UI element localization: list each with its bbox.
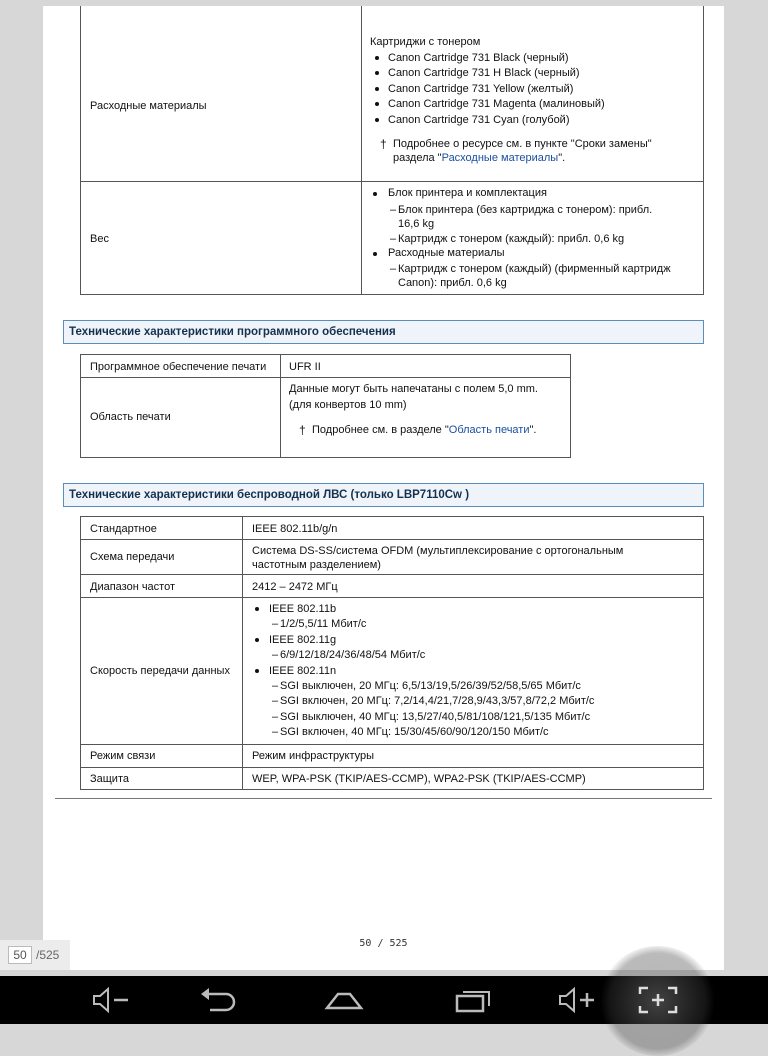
print-area-note: Подробнее см. в разделе "Область печати". (312, 424, 537, 436)
row-divider (80, 574, 704, 575)
bullet-icon (373, 252, 377, 256)
volume-up-icon[interactable] (556, 984, 600, 1016)
row-divider (80, 181, 704, 182)
page-number: 50 / 525 (359, 938, 408, 949)
weight-cartridge: Картридж с тонером (каждый): прибл. 0,6 kg (398, 233, 625, 245)
row-divider (80, 597, 704, 598)
list-item: Canon Cartridge 731 H Black (черный) (388, 67, 580, 79)
column-divider (280, 355, 281, 457)
standard-label: Стандартное (90, 523, 157, 535)
bullet-icon (255, 638, 259, 642)
screenshot-icon[interactable] (636, 984, 680, 1016)
weight-unit-line: Блок принтера (без картриджа с тонером): прибл. (398, 204, 653, 216)
consumables-link[interactable]: Расходные материалы (441, 152, 559, 164)
page-counter (0, 940, 70, 970)
column-divider (242, 517, 243, 789)
row-divider (80, 539, 704, 540)
dash-icon: – (390, 233, 397, 245)
volume-down-icon[interactable] (90, 984, 134, 1016)
dash-icon: – (272, 618, 279, 630)
print-area-label: Область печати (90, 411, 171, 423)
speed-n-value: SGI выключен, 40 МГц: 13,5/27/40,5/81/108/121,5/135 Мбит/с (280, 711, 591, 723)
cartridges-heading: Картриджи с тонером (370, 36, 481, 48)
list-item: Canon Cartridge 731 Black (черный) (388, 52, 569, 64)
current-page-input[interactable]: 50 (8, 946, 32, 964)
dagger-icon: † (380, 137, 387, 151)
weight-consumables-title: Расходные материалы (388, 247, 505, 259)
scheme-value-cont: частотным разделением) (252, 559, 381, 571)
row-divider (80, 744, 704, 745)
navigation-bar (0, 976, 768, 1024)
print-software-value: UFR II (289, 361, 321, 373)
print-area-link[interactable]: Область печати (448, 424, 530, 436)
mode-label: Режим связи (90, 750, 156, 762)
software-section-header (63, 320, 704, 344)
list-item: Canon Cartridge 731 Yellow (желтый) (388, 83, 574, 95)
dash-icon: – (272, 649, 279, 661)
column-divider (361, 6, 362, 294)
mode-value: Режим инфраструктуры (252, 750, 375, 762)
dagger-icon: † (299, 423, 306, 437)
row-divider (80, 767, 704, 768)
row-divider (80, 377, 571, 378)
bullet-icon (375, 56, 379, 60)
bullet-icon (375, 118, 379, 122)
speed-label: Скорость передачи данных (90, 665, 230, 677)
dash-icon: – (272, 680, 279, 692)
print-area-envelope: (для конвертов 10 mm) (289, 399, 407, 411)
dash-icon: – (390, 204, 397, 216)
consumables-note: Подробнее о ресурсе см. в пункте "Сроки замены" (393, 138, 652, 150)
freq-value: 2412 – 2472 МГц (252, 581, 338, 593)
dash-icon: – (272, 726, 279, 738)
speed-n-value: SGI включен, 20 МГц: 7,2/14,4/21,7/28,9/43,3/57,8/72,2 Мбит/с (280, 695, 595, 707)
bullet-icon (375, 102, 379, 106)
bullet-icon (373, 192, 377, 196)
speed-n-title: IEEE 802.11n (269, 665, 337, 677)
bullet-icon (375, 87, 379, 91)
weight-unit-title: Блок принтера и комплектация (388, 187, 547, 199)
list-item: Canon Cartridge 731 Cyan (голубой) (388, 114, 570, 126)
print-area-line: Данные могут быть напечатаны с полем 5,0 mm. (289, 383, 538, 395)
document-page[interactable] (43, 6, 724, 970)
consumables-label: Расходные материалы (90, 100, 207, 112)
bullet-icon (255, 669, 259, 673)
speed-n-value: SGI включен, 40 МГц: 15/30/45/60/90/120/150 Мбит/с (280, 726, 549, 738)
weight-unit-value: 16,6 kg (398, 218, 435, 230)
standard-value: IEEE 802.11b/g/n (252, 523, 338, 535)
speed-b-title: IEEE 802.11b (269, 603, 337, 615)
wireless-section-title: Технические характеристики беспроводной ЛВС (только LBP7110Cw ) (69, 489, 470, 501)
dash-icon: – (272, 695, 279, 707)
consumables-note-link-line: раздела "Расходные материалы". (393, 152, 566, 164)
dash-icon: – (272, 711, 279, 723)
freq-label: Диапазон частот (90, 581, 176, 593)
wireless-section-header (63, 483, 704, 507)
security-value: WEP, WPA-PSK (TKIP/AES-CCMP), WPA2-PSK (TKIP/AES-CCMP) (252, 773, 586, 785)
home-icon[interactable] (322, 984, 366, 1016)
speed-b-value: 1/2/5,5/11 Мбит/с (280, 618, 367, 630)
bullet-icon (255, 607, 259, 611)
bullet-icon (375, 71, 379, 75)
speed-n-value: SGI выключен, 20 МГц: 6,5/13/19,5/26/39/52/58,5/65 Мбит/с (280, 680, 581, 692)
scheme-value: Система DS-SS/система OFDM (мультиплексирование с ортогональным (252, 545, 624, 557)
scheme-label: Схема передачи (90, 551, 175, 563)
recent-apps-icon[interactable] (452, 984, 496, 1016)
weight-consumables-line: Картридж с тонером (каждый) (фирменный картридж (398, 263, 671, 275)
back-icon[interactable] (196, 984, 240, 1016)
speed-g-title: IEEE 802.11g (269, 634, 337, 646)
page-bottom-rule (55, 798, 712, 799)
software-section-title: Технические характеристики программного обеспечения (69, 326, 396, 338)
security-label: Защита (90, 773, 129, 785)
weight-label: Вес (90, 233, 109, 245)
weight-consumables-value: Canon): прибл. 0,6 kg (398, 277, 507, 289)
dash-icon: – (390, 263, 397, 275)
list-item: Canon Cartridge 731 Magenta (малиновый) (388, 98, 605, 110)
speed-g-value: 6/9/12/18/24/36/48/54 Мбит/с (280, 649, 426, 661)
print-software-label: Программное обеспечение печати (90, 361, 267, 373)
total-pages: /525 (36, 948, 60, 962)
